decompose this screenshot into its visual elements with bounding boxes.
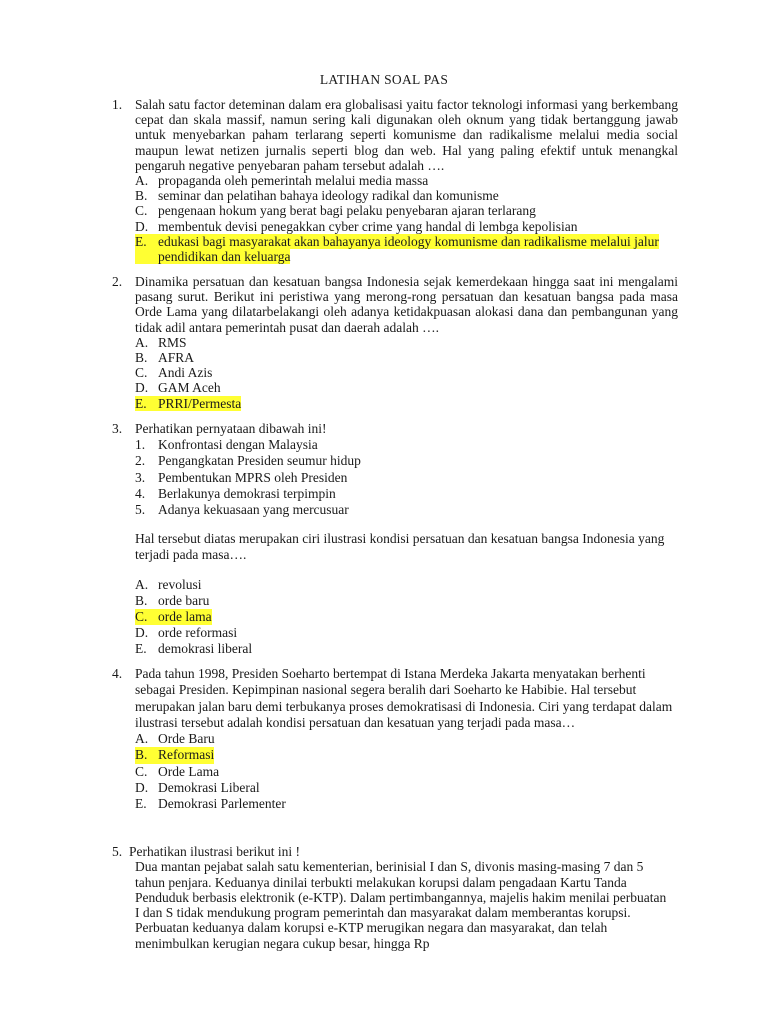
option-e[interactable] — [135, 796, 678, 812]
statement-text: Pembentukan MPRS oleh Presiden — [158, 469, 348, 485]
option-letter: E. — [135, 234, 158, 264]
option-text: AFRA — [158, 350, 195, 366]
option-letter: C. — [135, 203, 148, 219]
statement-number: 2. — [135, 453, 146, 469]
option-b-answer[interactable] — [135, 747, 678, 763]
option-d[interactable] — [135, 780, 678, 796]
option-text: Andi Azis — [158, 365, 213, 381]
highlighted-answer: edukasi bagi masyarakat akan bahayanya ideology komunisme dan radikalisme melalui jalur pendidikan dan keluarga — [158, 233, 659, 265]
option-letter: B. — [135, 350, 148, 366]
option-letter: D. — [135, 218, 149, 234]
option-text: RMS — [158, 334, 187, 350]
option-list — [135, 577, 678, 658]
option-e[interactable] — [135, 641, 678, 657]
option-text: Demokrasi Parlementer — [158, 796, 286, 812]
option-c[interactable] — [135, 764, 678, 780]
option-e-answer[interactable] — [135, 234, 678, 264]
statement-item — [135, 453, 678, 469]
question-text: Pada tahun 1998, Presiden Soeharto bertempat di Istana Merdeka Jakarta menyatakan berhenti sebagai Presiden. Kepimpinan nasional segera beralih dari Soeharto ke Habibie. Hal tersebut merupakan jalan baru demi terbukanya proses demokratisasi di Indonesia. Ciri yang terdapat dalam ilustrasi tersebut adalah kondisi persatuan dan kesatuan yang terjadi pada masa… — [135, 666, 673, 730]
highlighted-answer: Reformasi — [158, 747, 215, 763]
option-text: membentuk devisi penegakkan cyber crime yang handal di lembga kepolisian — [158, 218, 578, 234]
option-e-answer[interactable] — [135, 396, 678, 411]
question-text: Salah satu factor deteminan dalam era globalisasi yaitu factor teknologi informasi yang berkembang cepat dan skala massif, namun sering kali digunakan oleh oknum yang tidak bertanggung jawab untuk menyebarkan paham terlarang seperti komunisme dan radikalisme melalui media social maupun lewat netizen jurnalis seperti blog dan web. Hal yang paling efektif untuk menangkal pengaruh negative penyebaran paham tersebut adalah …. — [135, 97, 678, 173]
option-c[interactable] — [135, 203, 678, 218]
option-text: demokrasi liberal — [158, 641, 253, 657]
statement-list — [135, 437, 678, 518]
option-d[interactable] — [135, 380, 678, 395]
option-text: propaganda oleh pemerintah melalui media massa — [158, 173, 429, 189]
option-letter: E. — [135, 641, 147, 657]
statement-text: Pengangkatan Presiden seumur hidup — [158, 453, 361, 469]
option-letter: E. — [135, 395, 147, 411]
option-a[interactable] — [135, 173, 678, 188]
option-letter: E. — [135, 796, 147, 812]
option-text: orde baru — [158, 592, 210, 608]
option-text: Demokrasi Liberal — [158, 780, 260, 796]
statement-number: 1. — [135, 437, 146, 453]
option-a[interactable] — [135, 731, 678, 747]
option-letter: C. — [135, 763, 148, 779]
option-letter: C. — [135, 365, 148, 381]
question-body: Dua mantan pejabat salah satu kementerian, berinisial I dan S, divonis masing-masing 7 dan 5 tahun penjara. Keduanya dinilai terbukti melakukan korupsi dalam pengadaan Kartu Tanda Penduduk berbasis elektronik (e-KTP). Dalam pertimbangannya, majelis hakim menilai perbuatan I dan S tidak mendukung program pemerintah dan masyarakat dalam memberantas korupsi. Perbuatan keduanya dalam korupsi e-KTP merugikan negara dan masyarakat, dan telah menimbulkan kerugian negara cukup besar, hingga Rp — [135, 859, 667, 951]
option-a[interactable] — [135, 335, 678, 350]
statement-text: Konfrontasi dengan Malaysia — [158, 437, 318, 453]
option-d[interactable] — [135, 219, 678, 234]
option-d[interactable] — [135, 625, 678, 641]
highlighted-answer: orde lama — [158, 609, 212, 625]
option-letter: C. — [135, 609, 148, 625]
option-a[interactable] — [135, 577, 678, 593]
option-letter: A. — [135, 576, 149, 592]
question-number: 3. — [112, 421, 123, 436]
question-4 — [112, 666, 678, 813]
statement-number: 3. — [135, 469, 146, 485]
statement-text: Berlakunya demokrasi terpimpin — [158, 485, 336, 501]
option-text: Orde Lama — [158, 763, 220, 779]
option-b[interactable] — [135, 593, 678, 609]
option-text: orde reformasi — [158, 625, 238, 641]
statement-number: 5. — [135, 502, 146, 518]
statement-item — [135, 486, 678, 502]
option-text: revolusi — [158, 576, 202, 592]
question-prompt: Hal tersebut diatas merupakan ciri ilustrasi kondisi persatuan dan kesatuan bangsa Indonesia yang terjadi pada masa…. — [135, 531, 665, 563]
option-b[interactable] — [135, 188, 678, 203]
question-number: 1. — [112, 97, 123, 112]
option-text: Orde Baru — [158, 731, 215, 747]
question-1 — [112, 97, 678, 264]
option-list — [135, 173, 678, 264]
question-2 — [112, 274, 678, 411]
question-text: Perhatikan ilustrasi berikut ini ! — [129, 844, 300, 859]
statement-item — [135, 437, 678, 453]
option-letter: D. — [135, 625, 149, 641]
option-list — [135, 731, 678, 812]
question-text: Perhatikan pernyataan dibawah ini! — [135, 421, 327, 436]
option-c[interactable] — [135, 365, 678, 380]
statement-number: 4. — [135, 485, 146, 501]
option-letter: B. — [135, 592, 148, 608]
option-letter: B. — [135, 188, 148, 204]
question-number: 2. — [112, 274, 123, 289]
option-list — [135, 335, 678, 411]
option-text: pengenaan hokum yang berat bagi pelaku penyebaran ajaran terlarang — [158, 203, 536, 219]
question-number: 5. — [112, 844, 123, 859]
option-letter: D. — [135, 380, 149, 396]
highlighted-answer: PRRI/Permesta — [158, 395, 242, 411]
question-text: Dinamika persatuan dan kesatuan bangsa Indonesia sejak kemerdekaan hingga saat ini mengalami pasang surut. Berikut ini peristiwa yang merong-rong persatuan dan kesatuan bangsa pada masa Orde Lama yang dilatarbelakangi oleh adanya ketidakpuasan alokasi dana dan pembangunan yang tidak adil antara pemerintah pusat dan daerah adalah …. — [135, 274, 678, 335]
statement-item — [135, 470, 678, 486]
page-title: LATIHAN SOAL PAS — [319, 72, 449, 87]
option-b[interactable] — [135, 350, 678, 365]
question-3 — [112, 421, 678, 658]
question-number: 4. — [112, 666, 123, 681]
question-5 — [112, 844, 672, 951]
option-letter: B. — [135, 747, 148, 763]
option-letter: A. — [135, 173, 149, 189]
option-text: seminar dan pelatihan bahaya ideology radikal dan komunisme — [158, 188, 499, 204]
option-letter: A. — [135, 731, 149, 747]
option-c-answer[interactable] — [135, 609, 678, 625]
statement-text: Adanya kekuasaan yang mercusuar — [158, 502, 349, 518]
option-letter: D. — [135, 780, 149, 796]
statement-item — [135, 502, 678, 518]
option-letter: A. — [135, 334, 149, 350]
option-text: GAM Aceh — [158, 380, 221, 396]
